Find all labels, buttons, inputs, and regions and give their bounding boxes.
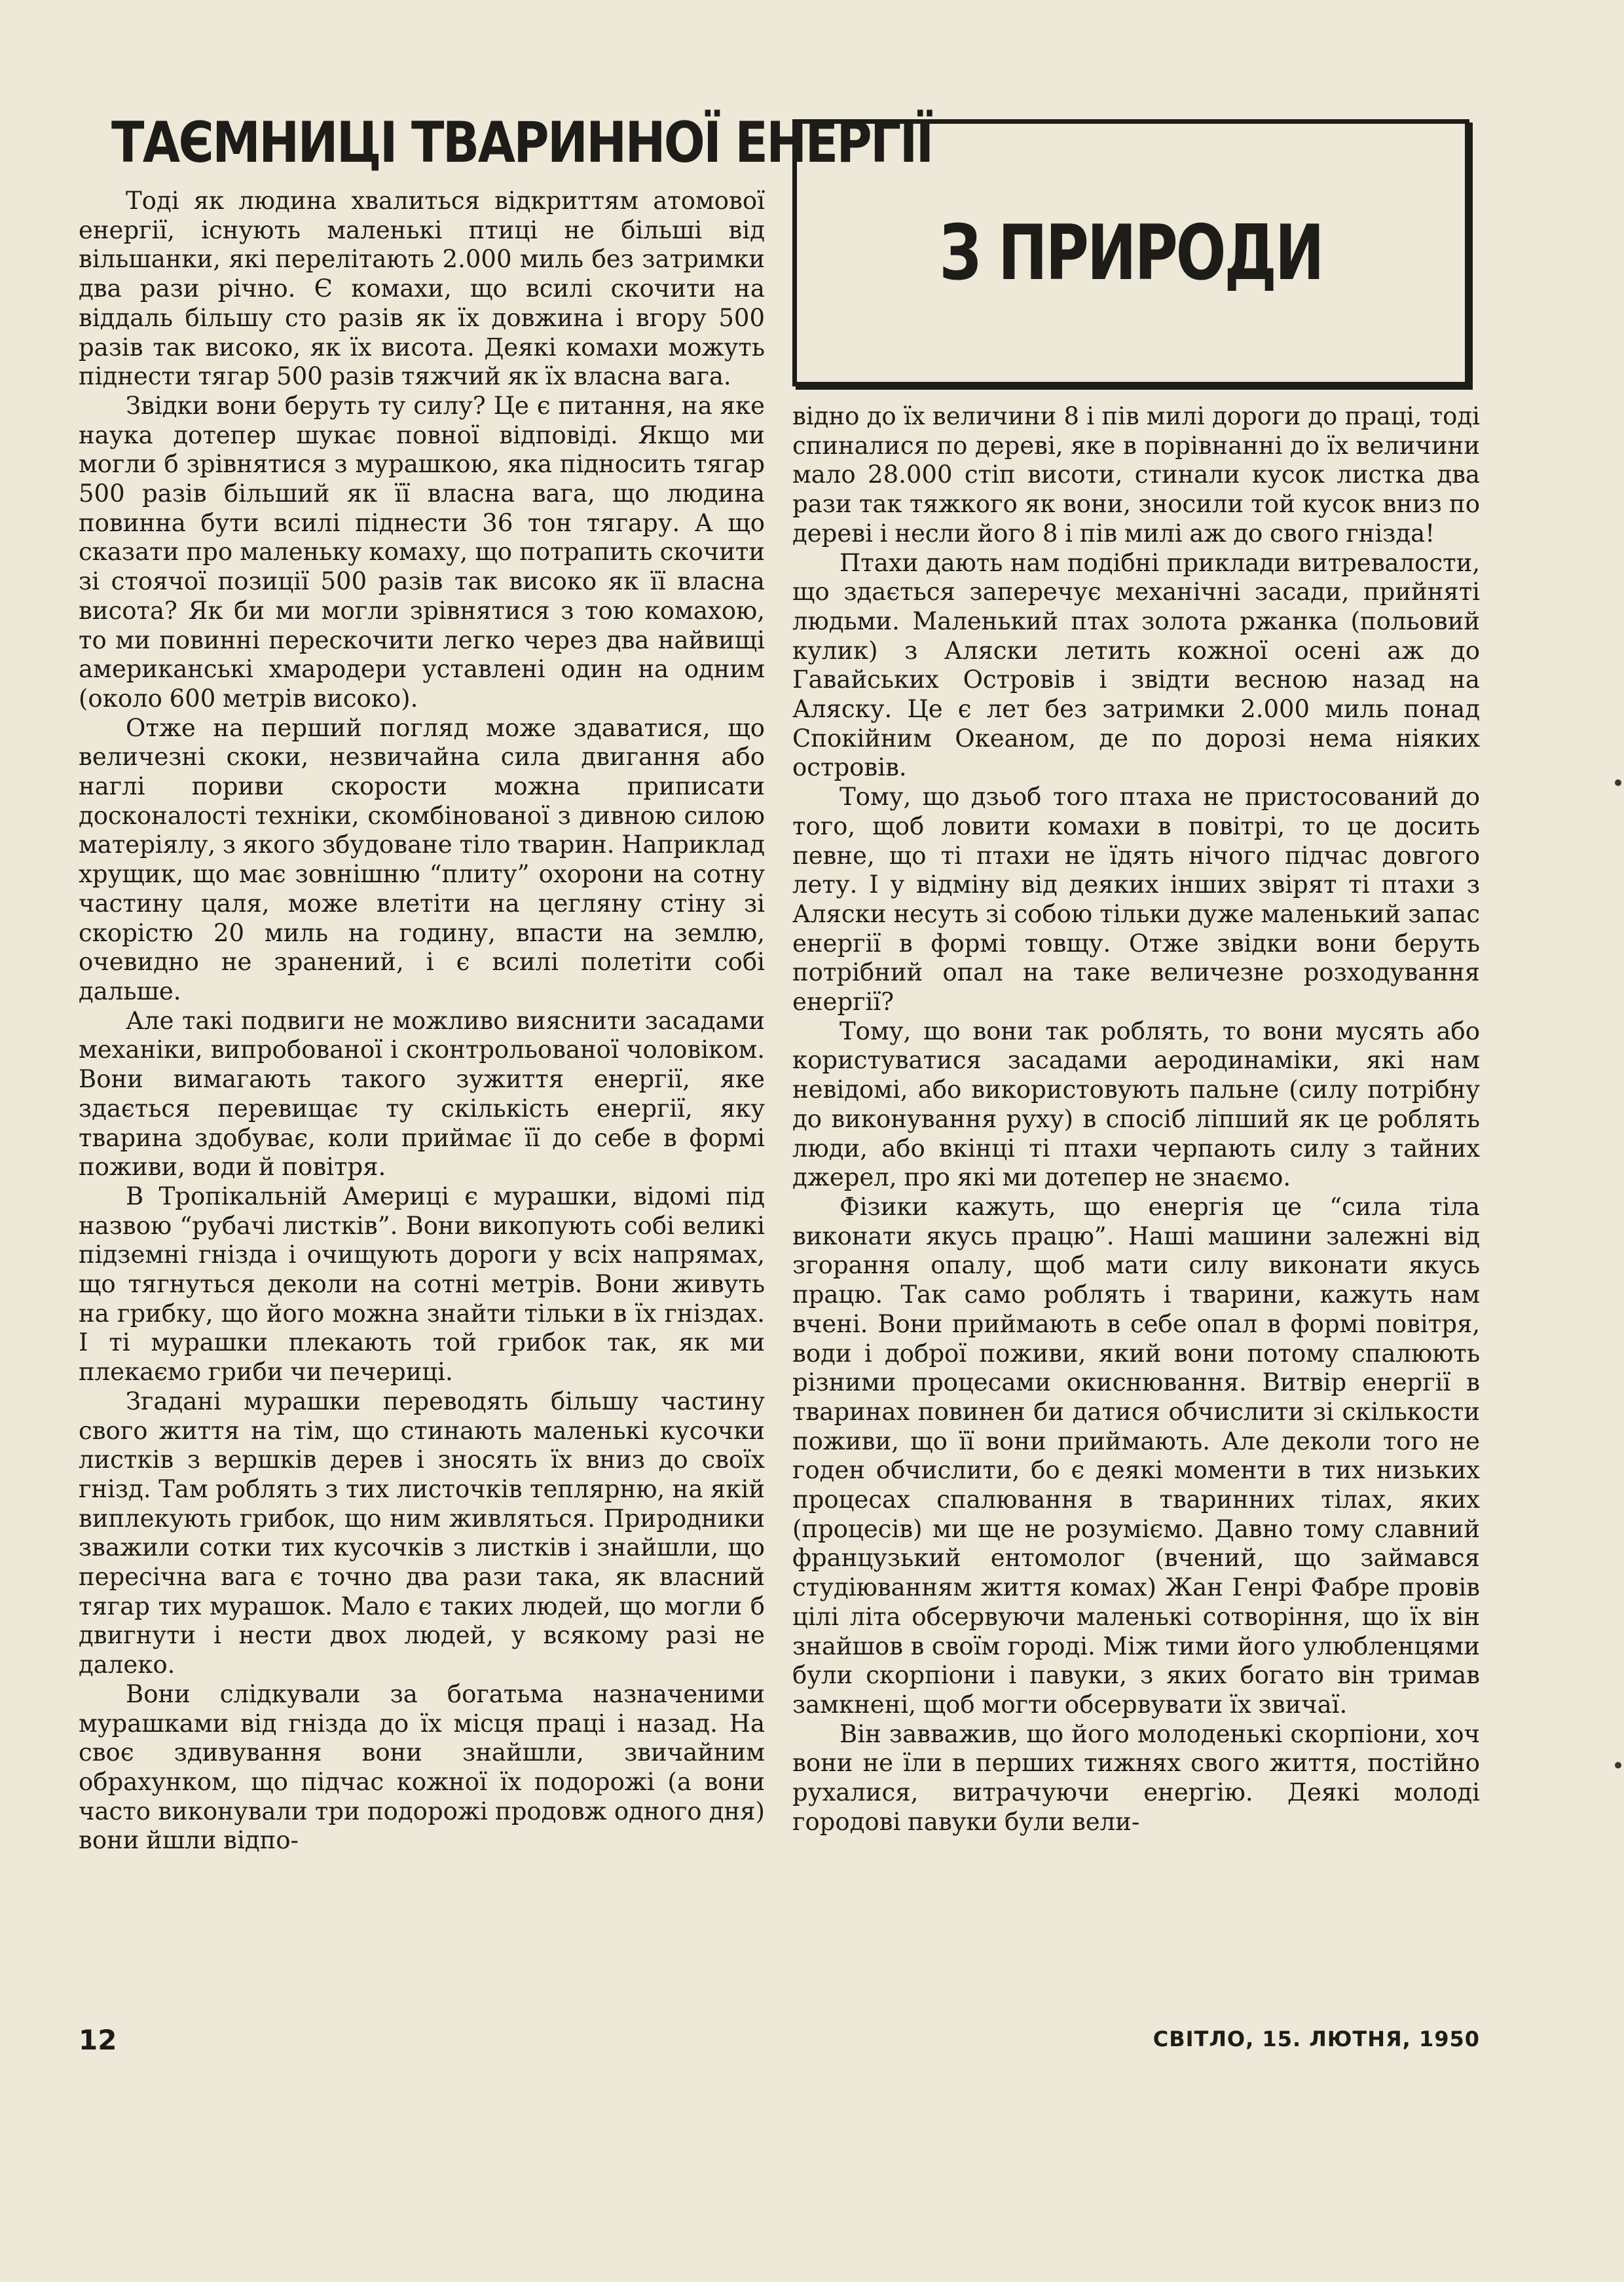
binding-hole-mark bbox=[1615, 1762, 1621, 1768]
binding-hole-mark bbox=[1615, 779, 1621, 786]
paragraph: Птахи дають нам подібні приклади витревалости, що здається заперечує механічні засади, прийняті людьми. Маленький птах золота ржанка (польовий кулик) з Аляски летить кожної осені аж до Гавайських Островів і звідти весною назад на Аляску. Це є лет без затримки 2.000 миль понад Спокійним Океаном, де по дорозі нема ніяких островів. bbox=[792, 548, 1480, 782]
paragraph: Згадані мурашки переводять більшу частину свого життя на тім, що стинають маленькі кусочки листків з вершків дерев і зносять їх вниз до своїх гнізд. Там роблять з тих листочків теплярню, на якій виплекують грибок, що ним живляться. Природники зважили сотки тих кусочків з листків і знайшли, що пересічна вага є точно два рази така, як власний тягар тих мурашок. Мало є таких людей, що могли б двигнути і нести двох людей, у всякому разі не далеко. bbox=[79, 1387, 765, 1679]
paragraph: Вони слідкували за богатьма назначеними мурашками від гнізда до їх місця праці і назад. На своє здивування вони знайшли, звичайним обрахунком, що підчас кожної їх подорожі (а вони часто виконували три подорожі продовж одного дня) вони йшли відпо- bbox=[79, 1679, 765, 1855]
page-number: 12 bbox=[79, 2024, 117, 2056]
paragraph: В Тропікальній Америці є мурашки, відомі під назвою “рубачі листків”. Вони викопують собі великі підземні гнізда і очищують дороги у всіх напрямах, що тягнуться деколи на сотні метрів. Вони живуть на грибку, що його можна знайти тільки в їх гніздах. І ті мурашки плекають той грибок так, як ми плекаємо гриби чи печериці. bbox=[79, 1182, 765, 1387]
right-column bbox=[792, 402, 1480, 1837]
article-title: ТАЄМНИЦІ ТВАРИННОЇ ЕНЕРГІЇ bbox=[111, 110, 932, 176]
paragraph: відно до їх величини 8 і пів милі дороги до праці, тоді спиналися по дереві, яке в порівнанні до їх величини мало 28.000 стіп висоти, стинали кусок листка два рази так тяжкого як вони, зносили той кусок вниз по дереві і несли його 8 і пів милі аж до свого гнізда! bbox=[792, 402, 1480, 548]
section-title: З ПРИРОДИ bbox=[939, 208, 1323, 297]
paragraph: Тому, що дзьоб того птаха не пристосований до того, щоб ловити комахи в повітрі, то це досить певне, що ті птахи не їдять нічого підчас довгого лету. І у відміну від деяких інших звірят ті птахи з Аляски несуть зі собою тільки дуже маленький запас енергії в формі товщу. Отже звідки вони беруть потрібний опал на таке величезне розходування енергії? bbox=[792, 783, 1480, 1017]
paragraph: Фізики кажуть, що енергія це “сила тіла виконати якусь працю”. Наші машини залежні від згорання опалу, щоб мати силу виконати якусь працю. Так само роблять і тварини, кажуть нам вчені. Вони приймають в себе опал в формі повітря, води і доброї поживи, який вони потому спалюють різними процесами окиснювання. Витвір енергії в тваринах повинен би датися обчислити зі скількости поживи, що її вони приймають. Але деколи того не годен обчислити, бо є деякі моменти в тих низьких процесах спалювання в тваринних тілах, яких (процесів) ми ще не розуміємо. Давно тому славний французький ентомолог (вчений, що займався студіюванням життя комах) Жан Генрі Фабре провів цілі літа обсервуючи маленькі сотворіння, що їх він знайшов в своїм городі. Між тими його улюбленцями були скорпіони і павуки, з яких богато він тримав замкнені, щоб могти обсервувати їх звичаї. bbox=[792, 1192, 1480, 1719]
paragraph: Тому, що вони так роблять, то вони мусять або користуватися засадами аеродинаміки, які нам невідомі, або використовують пальне (силу потрібну до виконування руху) в спосіб ліпший як це роблять люди, або вкінці ті птахи черпають силу з тайних джерел, про які ми дотепер не знаємо. bbox=[792, 1017, 1480, 1192]
section-box bbox=[792, 119, 1469, 386]
paragraph: Звідки вони беруть ту силу? Це є питання, на яке наука дотепер шукає повної відповіді. Якщо ми могли б зрівнятися з мурашкою, яка підносить тягар 500 разів більший як її власна вага, що людина повинна бути всилі піднести 36 тон тягару. А що сказати про маленьку комаху, що потрапить скочити зі стоячої позиції 500 разів так високо як її власна висота? Як би ми могли зрівнятися з тою комахою, то ми повинні перескочити легко через два найвищі американські хмародери уставлені один на одним (около 600 метрів високо). bbox=[79, 391, 765, 713]
paragraph: Але такі подвиги не можливо вияснити засадами механіки, випробованої і сконтрольованої чоловіком. Вони вимагають такого зужиття енергії, яке здається перевищає ту скількість енергії, яку тварина здобуває, коли приймає її до себе в формі поживи, води й повітря. bbox=[79, 1006, 765, 1182]
left-column bbox=[79, 187, 765, 1856]
issue-footer: СВІТЛО, 15. ЛЮТНЯ, 1950 bbox=[1153, 2027, 1480, 2051]
paragraph: Він завважив, що його молоденькі скорпіони, хоч вони не їли в перших тижнях свого життя, постійно рухалися, витрачуючи енергію. Деякі молоді городові павуки були вели- bbox=[792, 1719, 1480, 1836]
paragraph: Отже на перший погляд може здаватися, що величезні скоки, незвичайна сила двигання або наглі пориви скорости можна приписати досконалості техніки, скомбінованої з дивною силою матеріялу, з якого збудоване тіло тварин. Наприклад хрущик, що має зовнішню “плиту” охорони на сотну частину цаля, може влетіти на цегляну стіну зі скорістю 20 миль на годину, впасти на землю, очевидно не зранений, і є всилі полетіти собі дальше. bbox=[79, 713, 765, 1005]
paragraph: Тоді як людина хвалиться відкриттям атомової енергії, існують маленькі птиці не більші від вільшанки, які перелітають 2.000 миль без затримки два рази річно. Є комахи, що всилі скочити на віддаль більшу сто разів як їх довжина і вгору 500 разів так високо, як їх висота. Деякі комахи можуть піднести тягар 500 разів тяжчий як їх власна вага. bbox=[79, 187, 765, 391]
